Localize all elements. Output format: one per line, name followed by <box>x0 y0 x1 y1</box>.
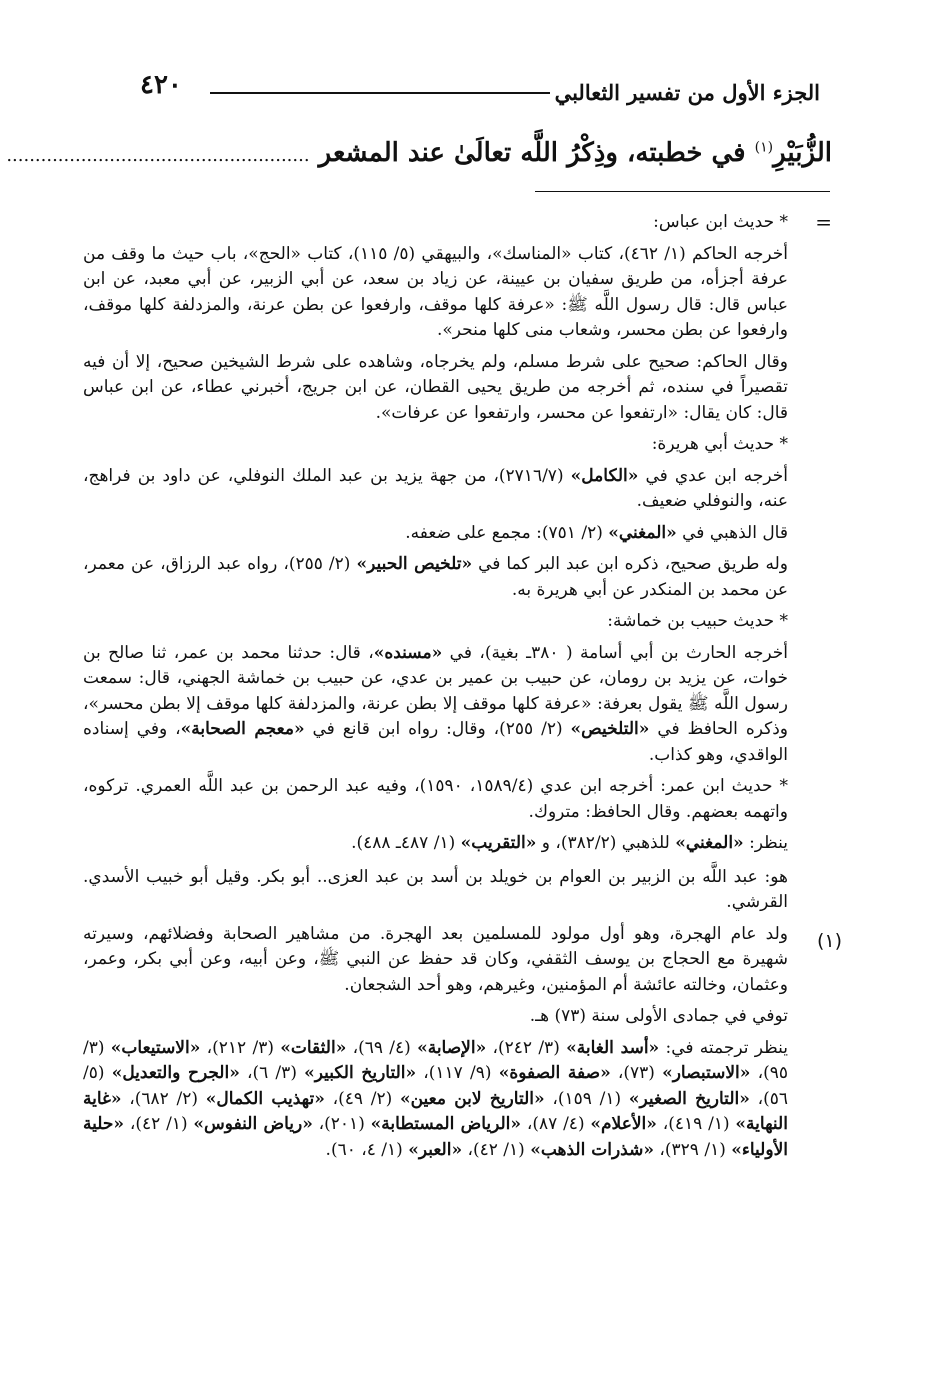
note-text: للذهبي (٣٨٢/٢)، و <box>536 833 676 853</box>
note-text: (١/ ٤٢)، <box>462 1139 531 1160</box>
header-rule <box>210 92 550 94</box>
note-text: (٥/ ٥٦)، <box>83 1063 788 1109</box>
book-ref: «الجرح والتعديل» <box>111 1063 240 1083</box>
note-text: وله طريق صحيح، ذكره ابن عبد البر كما في <box>472 554 788 574</box>
note-paragraph: أخرجه الحاكم (١/ ٤٦٢)، كتاب «المناسك»، والبيهقي (٥/ ١١٥)، كتاب «الحج»، باب حيث ما وقف من عرفة أجزأه، من طريق سفيان بن عيينة، عن زياد بن سعد، عن أبي الزبير، عن أبي معبد، عن ابن عباس قال: قال رسول اللَّه ﷺ: «عرفة كلها موقف، وارفعوا عن بطن عرنة، والمزدلفة كلها موقف، وارفعوا عن بطن محسر، وشعاب منى كلها منحر». <box>83 243 789 340</box>
note-text: (٣/ ٢٤٢)، <box>486 1037 567 1058</box>
note-text: (٢/ ٢٥٥)، رواه عبد الرزاق، عن معمر، عن محمد بن المنكدر عن أبي هريرة به. <box>83 554 788 600</box>
book-ref: «الرياض المستطابة» <box>370 1114 522 1134</box>
note-text: ، قال: حدثنا محمد بن عمر، ثنا صالح بن خوات، عن يزيد بن رومان، عن حبيب بن عمير بن عدي، عن حبيب بن خماشة الجهني، قال: سمعت رسول اللَّه ﷺ يقول بعرفة: «عرفة كلها موقف إلا بطن عرنة، والمزدلفة كلها موقف إلا بطن محسر»، وذكره الحافظ في <box>83 642 788 739</box>
note-text: (١/ ٤١٩)، <box>656 1114 736 1134</box>
continuation-mark: = <box>815 210 832 234</box>
note-text: (١/ ٤٨٧ـ ٤٨٨). <box>351 833 461 853</box>
note-text: أخرجه الحارث بن أبي أسامة ( ٣٨٠ـ بغية)، في <box>442 642 788 663</box>
note-paragraph <box>83 521 788 547</box>
book-ref: «التلخيص» <box>570 719 650 739</box>
book-title: الجزء الأول من تفسير الثعالبي <box>554 80 820 105</box>
book-ref: «رياض النفوس» <box>193 1114 313 1134</box>
verse-line <box>6 138 832 168</box>
running-header <box>140 70 820 110</box>
note-paragraph: هو: عبد اللَّه بن الزبير بن العوام بن خويلد بن أسد بن عبد العزى.. أبو بكر. وقيل أبو خبيب الأسدي. القرشي. <box>83 866 788 912</box>
note-text: (٤/ ٦٩)، <box>346 1037 418 1058</box>
book-ref: «العبر» <box>408 1139 463 1160</box>
book-ref: «المغني» <box>608 522 677 543</box>
note-text: (٧٣)، <box>610 1063 663 1083</box>
note-text: (٤/ ٨٧)، <box>521 1114 591 1134</box>
note-text: (٢/ ٦٨٢)، <box>121 1088 206 1109</box>
book-ref: «الكامل» <box>570 465 639 486</box>
page-number: ٤٢٠ <box>140 70 182 100</box>
book-ref: «الاستيعاب» <box>110 1037 201 1058</box>
footnotes <box>83 210 788 1169</box>
book-ref: «التاريخ الصغير» <box>628 1088 750 1109</box>
book-ref: «مسنده» <box>373 642 443 663</box>
book-ref: «معجم الصحابة» <box>180 719 305 739</box>
book-ref: «تلخيص الحبير» <box>356 554 473 574</box>
verse-text: في خطبته، وذِكْرُ اللَّه تعالَىٰ عند المشعر <box>309 138 755 168</box>
book-ref: «الثقات» <box>280 1037 347 1058</box>
book-ref: «غاية النهاية» <box>83 1088 788 1134</box>
note-heading: * حديث ابن عباس: <box>653 212 788 232</box>
note-text: (٢٧١٦/٧)، من جهة يزيد بن عبد الملك النوفلي، عن داود بن فراهج، عنه، والنوفلي ضعيف. <box>83 465 788 511</box>
note-text: (١/ ١٥٩)، <box>544 1088 629 1109</box>
book-ref: «الإصابة» <box>417 1037 487 1058</box>
note-paragraph: توفي في جمادى الأولى سنة (٧٣) هـ. <box>529 1006 788 1026</box>
footnote-ref: (١) <box>754 139 774 156</box>
note-paragraph: * حديث ابن عمر: أخرجه ابن عدي (١٥٨٩/٤، ١٥٩٠)، وفيه عبد الرحمن بن عبد اللَّه العمري. تركوه، واتهمه بعضهم. وقال الحافظ: متروك. <box>83 776 789 822</box>
note-heading: * حديث حبيب بن خماشة: <box>607 611 788 631</box>
note-text: (٣/ ٦)، <box>239 1063 305 1083</box>
book-ref: «التاريخ لابن معين» <box>399 1088 545 1109</box>
note-text: أخرجه ابن عدي في <box>638 465 788 486</box>
book-ref: «حلية الأولياء» <box>83 1114 788 1160</box>
note-text: (٢/ ٢٥٥)، وقال: رواه ابن قانع في <box>304 719 571 739</box>
book-ref: «التقريب» <box>460 833 537 853</box>
note-text: ينظر ترجمته في: <box>659 1037 788 1058</box>
note-text: (٢/ ٤٩)، <box>324 1088 400 1109</box>
book-ref: «المغني» <box>675 833 744 853</box>
note-text: ، وفي إسناده الواقدي، وهو كذاب. <box>83 719 788 765</box>
footnote-separator <box>535 191 830 192</box>
book-ref: «أسد الغابة» <box>566 1037 660 1058</box>
verse-dots: ..................................................... <box>6 145 310 166</box>
note-text: (١/ ٤، ٦٠). <box>325 1139 409 1160</box>
book-ref: «شذرات الذهب» <box>530 1139 654 1160</box>
book-ref: «الاستبصار» <box>662 1063 751 1083</box>
note-paragraph <box>83 464 788 515</box>
note-text: (٩/ ١١٧)، <box>416 1063 499 1083</box>
note-text: (٣/ ٢١٢)، <box>200 1037 281 1058</box>
note-text: (١/ ٤٢)، <box>124 1114 194 1134</box>
note-paragraph: وقال الحاكم: صحيح على شرط مسلم، ولم يخرجاه، وشاهده على شرط الشيخين صحيح، إلا أن فيه تقصيراً في سنده، ثم أخرجه من طريق يحيى القطان، عن ابن جريج، أخبرني عطاء، عن ابن عباس قال: كان يقال: «ارتفعوا عن محسر، وارتفعوا عن عرفات». <box>83 351 789 423</box>
references-paragraph <box>83 1036 788 1164</box>
note-paragraph <box>83 831 788 857</box>
note-text: قال الذهبي في <box>676 522 788 543</box>
note-text: ينظر: <box>743 833 788 853</box>
note-text: (٣/ ٩٥)، <box>83 1037 788 1083</box>
note-heading: * حديث أبي هريرة: <box>651 434 788 454</box>
book-ref: «تهذيب الكمال» <box>205 1088 325 1109</box>
book-ref: «الأعلام» <box>590 1114 657 1134</box>
book-ref: «التاريخ الكبير» <box>304 1063 417 1083</box>
note-paragraph <box>83 552 788 603</box>
note-text: (٢/ ٧٥١): مجمع على ضعفه. <box>405 522 609 543</box>
note-paragraph: ولد عام الهجرة، وهو أول مولود للمسلمين بعد الهجرة. من مشاهير الصحابة وفضلائهم، وسيرته شهيرة مع الحجاج بن يوسف الثقفي، وكان قد حفظ عن النبي ﷺ، وعن أبيه، وعن أبي بكر، وعمر، وعثمان، وخالته عائشة أم المؤمنين، وغيرهم، وهو أحد الشجعان. <box>83 923 788 995</box>
book-ref: «صفة الصفوة» <box>498 1063 611 1083</box>
note-paragraph <box>83 641 788 769</box>
note-text: (١/ ٣٢٩)، <box>653 1139 732 1160</box>
verse-word: الزُّبَيْرِ <box>773 138 832 168</box>
footnote-number: (١) <box>816 930 842 952</box>
note-text: (٢٠١)، <box>312 1114 371 1134</box>
